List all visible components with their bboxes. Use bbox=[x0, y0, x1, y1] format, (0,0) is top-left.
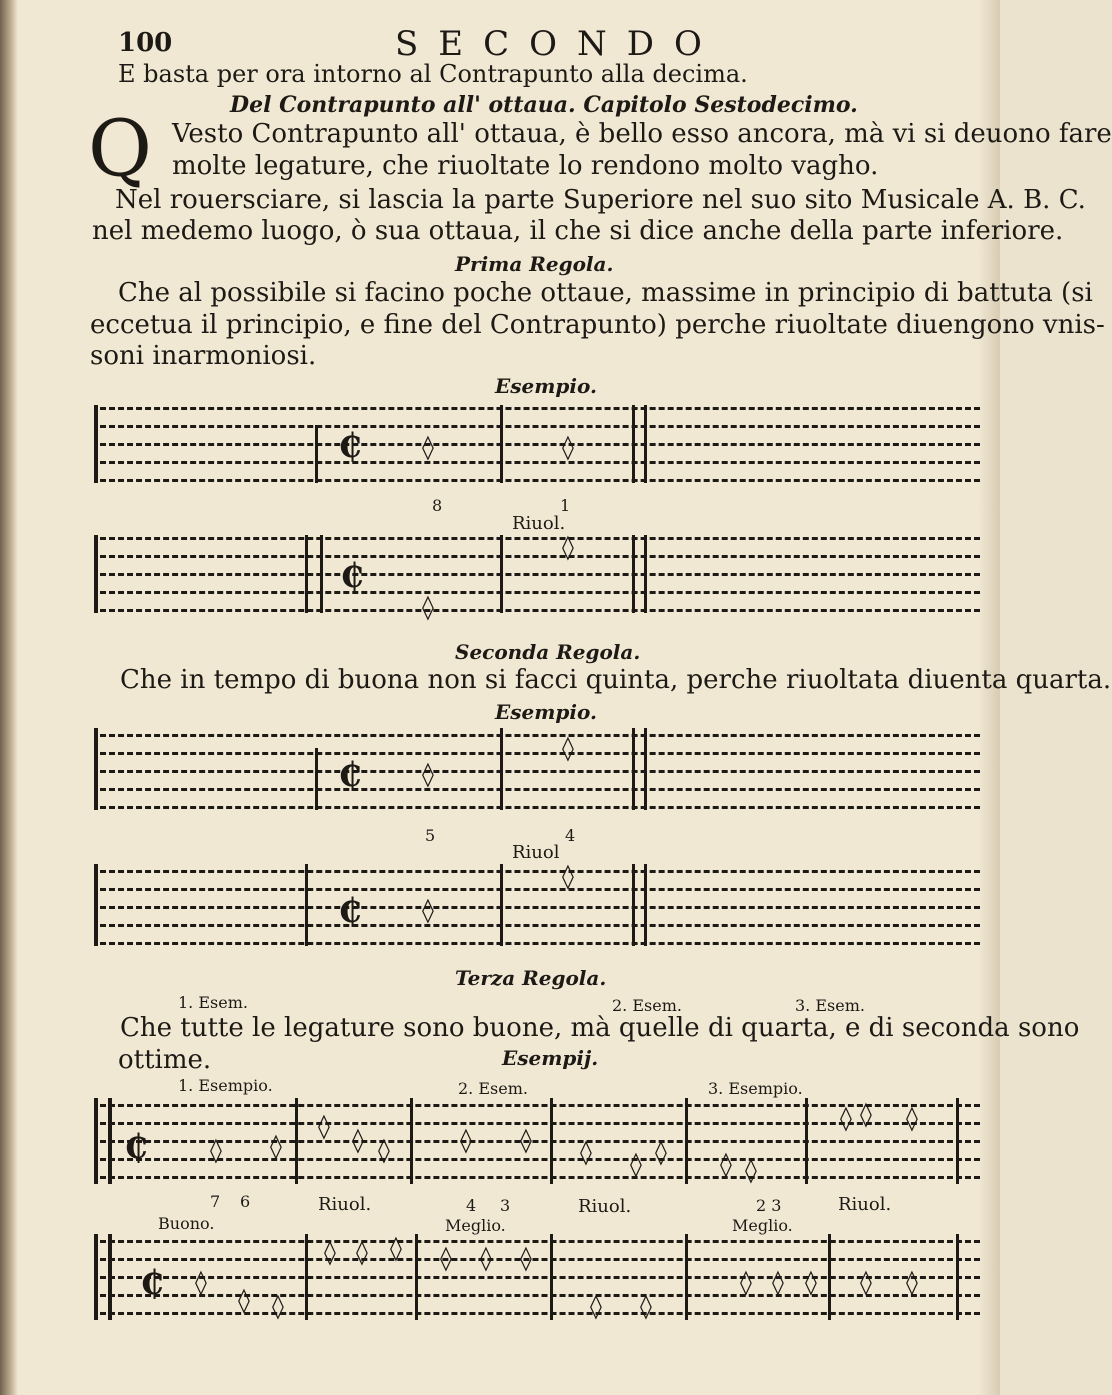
interval-figure: 2 3 bbox=[756, 1196, 782, 1215]
note-icon: ◊ bbox=[906, 1267, 918, 1296]
note-icon: ◊ bbox=[745, 1155, 757, 1184]
paragraph-line: ottime. bbox=[118, 1045, 212, 1075]
paragraph-line: soni inarmoniosi. bbox=[90, 341, 317, 371]
text-line: E basta per ora intorno al Contrapunto alla decima. bbox=[118, 60, 748, 88]
example-label: Esempio. bbox=[495, 374, 597, 398]
note-icon: ◊ bbox=[520, 1125, 532, 1154]
note-icon: ◊ bbox=[440, 1243, 452, 1272]
note-icon: ◊ bbox=[422, 759, 434, 788]
music-staff-system bbox=[100, 1234, 980, 1320]
chapter-heading: Del Contrapunto all' ottaua. Capitolo Sestodecimo. bbox=[230, 92, 858, 118]
note-icon: ◊ bbox=[422, 895, 434, 924]
interval-figure: 7 bbox=[210, 1192, 221, 1211]
note-icon: ◊ bbox=[238, 1285, 250, 1314]
interval-figure: 4 bbox=[565, 826, 576, 845]
note-icon: ◊ bbox=[655, 1137, 667, 1166]
verdict-label: Buono. bbox=[158, 1214, 215, 1233]
clef-icon: ₵ bbox=[338, 426, 362, 466]
note-icon: ◊ bbox=[210, 1135, 222, 1164]
note-icon: ◊ bbox=[378, 1135, 390, 1164]
page-spine-shadow bbox=[0, 0, 18, 1395]
interval-figure: 6 bbox=[240, 1192, 251, 1211]
example-number-label: 3. Esempio. bbox=[708, 1079, 803, 1098]
interval-figure: 5 bbox=[425, 826, 436, 845]
running-head: SECONDO bbox=[395, 24, 722, 64]
drop-cap: Q bbox=[88, 104, 152, 194]
rule-title: Terza Regola. bbox=[455, 966, 607, 990]
note-icon: ◊ bbox=[422, 432, 434, 461]
note-icon: ◊ bbox=[352, 1125, 364, 1154]
note-icon: ◊ bbox=[860, 1267, 872, 1296]
interval-figure: 4 bbox=[466, 1196, 477, 1215]
example-number-label: 3. Esem. bbox=[795, 996, 865, 1015]
paragraph-line: eccetua il principio, e fine del Contrapunto) perche riuoltate diuengono vnis- bbox=[90, 310, 1105, 340]
clef-icon: ₵ bbox=[124, 1127, 148, 1167]
note-icon: ◊ bbox=[390, 1233, 402, 1262]
note-icon: ◊ bbox=[272, 1291, 284, 1320]
note-icon: ◊ bbox=[840, 1103, 852, 1132]
music-staff-system bbox=[100, 1098, 980, 1184]
note-icon: ◊ bbox=[906, 1103, 918, 1132]
riuol-label: Riuol. bbox=[838, 1194, 892, 1215]
page-number: 100 bbox=[118, 28, 173, 58]
note-icon: ◊ bbox=[740, 1267, 752, 1296]
paragraph-line: Che al possibile si facino poche ottaue, massime in principio di battuta (si bbox=[118, 278, 1093, 308]
example-number-label: 2. Esem. bbox=[612, 996, 682, 1015]
note-icon: ◊ bbox=[772, 1267, 784, 1296]
note-icon: ◊ bbox=[590, 1291, 602, 1320]
riuol-label: Riuol bbox=[512, 842, 560, 863]
note-icon: ◊ bbox=[805, 1267, 817, 1296]
clef-icon: ₵ bbox=[340, 556, 364, 596]
music-staff-system bbox=[100, 728, 980, 810]
rule-title: Prima Regola. bbox=[455, 252, 614, 276]
verdict-label: Meglio. bbox=[732, 1216, 793, 1235]
note-icon: ◊ bbox=[480, 1243, 492, 1272]
music-staff-system bbox=[100, 861, 980, 946]
paragraph-line: Che in tempo di buona non si facci quinta, perche riuoltata diuenta quarta. bbox=[120, 665, 1112, 695]
paragraph-line: Che tutte le legature sono buone, mà quelle di quarta, e di seconda sono bbox=[120, 1013, 1080, 1043]
clef-icon: ₵ bbox=[338, 891, 362, 931]
note-icon: ◊ bbox=[860, 1099, 872, 1128]
rule-title: Seconda Regola. bbox=[455, 640, 641, 664]
paragraph-line: molte legature, che riuoltate lo rendono molto vagho. bbox=[172, 151, 879, 181]
note-icon: ◊ bbox=[562, 733, 574, 762]
note-icon: ◊ bbox=[270, 1131, 282, 1160]
riuol-label: Riuol. bbox=[578, 1196, 632, 1217]
note-icon: ◊ bbox=[318, 1111, 330, 1140]
example-number-label: 1. Esempio. bbox=[178, 1076, 273, 1095]
example-label: Esempij. bbox=[502, 1046, 599, 1070]
note-icon: ◊ bbox=[422, 592, 434, 621]
note-icon: ◊ bbox=[720, 1149, 732, 1178]
clef-icon: ₵ bbox=[338, 755, 362, 795]
example-label: Esempio. bbox=[495, 700, 597, 724]
interval-figure: 8 bbox=[432, 496, 443, 515]
note-icon: ◊ bbox=[562, 432, 574, 461]
verdict-label: Meglio. bbox=[445, 1216, 506, 1235]
riuol-label: Riuol. bbox=[512, 513, 566, 534]
note-icon: ◊ bbox=[630, 1149, 642, 1178]
note-icon: ◊ bbox=[324, 1237, 336, 1266]
paragraph-line: Nel rouersciare, si lascia la parte Superiore nel suo sito Musicale A. B. C. bbox=[115, 185, 1086, 215]
paragraph-line: Vesto Contrapunto all' ottaua, è bello esso ancora, mà vi si deuono fare bbox=[172, 119, 1112, 149]
example-number-label: 1. Esem. bbox=[178, 993, 248, 1012]
note-icon: ◊ bbox=[562, 532, 574, 561]
note-icon: ◊ bbox=[562, 861, 574, 890]
note-icon: ◊ bbox=[195, 1267, 207, 1296]
riuol-label: Riuol. bbox=[318, 1194, 372, 1215]
note-icon: ◊ bbox=[640, 1291, 652, 1320]
interval-figure: 3 bbox=[500, 1196, 511, 1215]
music-staff-system bbox=[100, 405, 980, 483]
note-icon: ◊ bbox=[520, 1243, 532, 1272]
note-icon: ◊ bbox=[460, 1125, 472, 1154]
note-icon: ◊ bbox=[580, 1137, 592, 1166]
music-staff-system bbox=[100, 532, 980, 621]
interval-figure: 1 bbox=[560, 496, 571, 515]
paragraph-line: nel medemo luogo, ò sua ottaua, il che si dice anche della parte inferiore. bbox=[92, 216, 1064, 246]
example-number-label: 2. Esem. bbox=[458, 1079, 528, 1098]
note-icon: ◊ bbox=[356, 1237, 368, 1266]
clef-icon: ₵ bbox=[140, 1263, 164, 1303]
